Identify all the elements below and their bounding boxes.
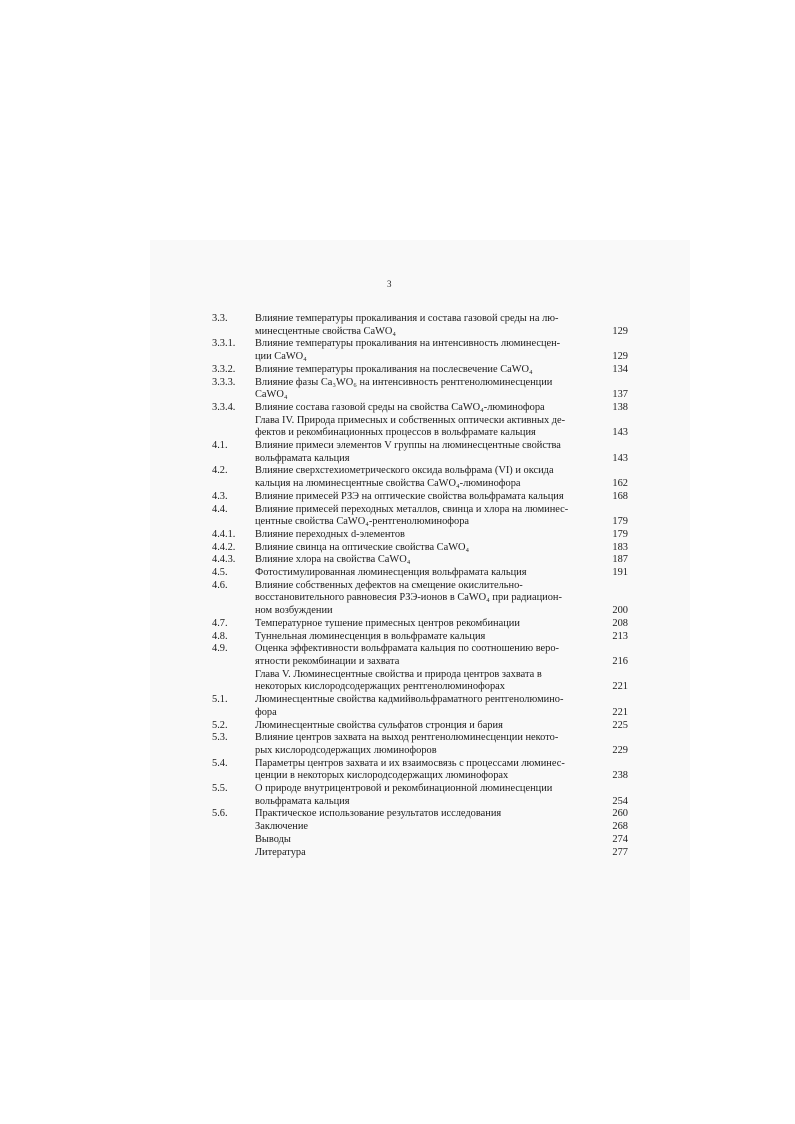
toc-entry-page: 260: [612, 808, 628, 820]
toc-entry-page: 254: [612, 795, 628, 807]
toc-entry-title: [255, 402, 602, 415]
toc-entry-title-line: некоторых кислородсодержащих рентгенолюминофорах: [255, 681, 505, 693]
toc-entry-title-line: Влияние температуры прокаливания и состава газовой среды на лю-: [255, 313, 559, 324]
toc-entry-title-line: ятности рекомбинации и захвата: [255, 655, 400, 667]
toc-entry: [212, 567, 628, 580]
toc-entry-title: [255, 542, 602, 555]
toc-entry-page: 143: [612, 452, 628, 464]
toc-entry-title-line: О природе внутрицентровой и рекомбинационной люминесценции: [255, 783, 553, 795]
toc-entry: [212, 402, 628, 415]
toc-entry: [212, 364, 628, 377]
toc-entry-page: 191: [612, 567, 628, 579]
toc-entry-page: 229: [612, 744, 628, 756]
toc-entry-title-line: Параметры центров захвата и их взаимосвязь с процессами люминес-: [255, 757, 565, 769]
toc-entry-page: 208: [612, 617, 628, 629]
toc-entry-title-line: Глава V. Люминесцентные свойства и природа центров захвата в: [255, 668, 542, 680]
toc-entry: [212, 618, 628, 631]
toc-entry-page: 200: [612, 605, 628, 617]
toc-entry-title-line: Температурное тушение примесных центров рекомбинации: [255, 617, 520, 629]
toc-entry-number: 5.3.: [212, 732, 228, 744]
toc-entry: [212, 643, 628, 668]
toc-entry: [212, 415, 628, 440]
toc-entry-title: [255, 694, 602, 719]
toc-entry-title-line: вольфрамата кальция: [255, 795, 350, 807]
toc-entry-page: 225: [612, 719, 628, 731]
toc-entry: [212, 554, 628, 567]
toc-entry-page: 221: [612, 706, 628, 718]
toc-entry-page: 277: [612, 846, 628, 858]
toc-entry-page: 213: [612, 630, 628, 642]
toc-entry-title: [255, 631, 602, 644]
toc-entry-number: 3.3.1.: [212, 338, 236, 350]
toc-entry-title-line: Люминесцентные свойства сульфатов стронция и бария: [255, 719, 503, 731]
toc-entry-title: [255, 834, 602, 847]
toc-entry-number: 5.6.: [212, 808, 228, 820]
toc-entry-title: [255, 529, 602, 542]
toc-entry-page: 179: [612, 528, 628, 540]
toc-entry-number: 4.4.: [212, 503, 228, 515]
toc-entry-title-line: Оценка эффективности вольфрамата кальция по соотношению веро-: [255, 643, 560, 655]
toc-entry-title-line: Влияние центров захвата на выход рентгенолюминесценции некото-: [255, 732, 559, 744]
toc-entry-page: 268: [612, 821, 628, 833]
toc-entry-page: 274: [612, 833, 628, 845]
toc-entry-number: 4.4.3.: [212, 554, 236, 566]
toc-entry-title: [255, 720, 602, 733]
toc-entry-page: 238: [612, 770, 628, 782]
toc-entry: [212, 808, 628, 821]
toc-entry-number: 4.4.1.: [212, 528, 236, 540]
toc-entry-page: 216: [612, 655, 628, 667]
toc-entry-title: [255, 567, 602, 580]
toc-entry-title-line: Влияние состава газовой среды на свойства CaWO₄-люминофора: [255, 401, 545, 413]
toc-entry-title-line: Влияние хлора на свойства CaWO₄: [255, 554, 411, 566]
toc-entry-title-line: Влияние примесей переходных металлов, свинца и хлора на люминес-: [255, 503, 569, 515]
toc-entry-number: 5.2.: [212, 719, 228, 731]
toc-entry-title: [255, 783, 602, 808]
toc-entry-title-line: Влияние переходных d-элементов: [255, 528, 405, 540]
toc-entry: [212, 504, 628, 529]
toc-entry-title-line: Фотостимулированная люминесценция вольфрамата кальция: [255, 567, 527, 579]
toc-entry-number: 3.3.4.: [212, 401, 236, 413]
toc-entry-title-line: Влияние температуры прокаливания на послесвечение CaWO₄: [255, 363, 533, 375]
toc-entry-number: 4.9.: [212, 643, 228, 655]
toc-entry-page: 129: [612, 325, 628, 337]
toc-entry-title: [255, 313, 602, 338]
toc-entry-title: [255, 491, 602, 504]
toc-entry-title: [255, 821, 602, 834]
toc-entry: [212, 377, 628, 402]
toc-entry-title: [255, 377, 602, 402]
toc-entry-title-line: центные свойства CaWO₄-рентгенолюминофора: [255, 516, 469, 528]
toc-entry-title: [255, 580, 602, 618]
toc-entry-number: 4.2.: [212, 465, 228, 477]
toc-entry-number: 4.6.: [212, 579, 228, 591]
toc-entry-title: [255, 669, 602, 694]
toc-entry: [212, 465, 628, 490]
toc-entry: [212, 732, 628, 757]
toc-entry-title-line: рых кислородсодержащих люминофоров: [255, 744, 437, 756]
toc-entry-page: 183: [612, 541, 628, 553]
page-number: 3: [387, 279, 392, 289]
toc-entry-title-line: CaWO₄: [255, 389, 288, 401]
toc-entry-title-line: Практическое использование результатов исследования: [255, 808, 502, 820]
toc-entry-title-line: вольфрамата кальция: [255, 452, 350, 464]
toc-entry-title: [255, 504, 602, 529]
toc-entry-title: [255, 847, 602, 860]
toc-entry-title-line: Литература: [255, 846, 306, 858]
toc-entry-page: 168: [612, 490, 628, 502]
toc-entry-title-line: минесцентные свойства CaWO₄: [255, 325, 397, 337]
toc-entry: [212, 821, 628, 834]
toc-entry-title: [255, 758, 602, 783]
toc-entry: [212, 847, 628, 860]
toc-entry: [212, 694, 628, 719]
toc-entry-title-line: Заключение: [255, 821, 308, 833]
toc-entry-number: 3.3.: [212, 313, 228, 324]
toc-entry-title: [255, 415, 602, 440]
toc-entry: [212, 440, 628, 465]
toc-entry-title-line: Выводы: [255, 833, 291, 845]
toc-entry-title-line: Влияние примесей РЗЭ на оптические свойства вольфрамата кальция: [255, 490, 564, 502]
toc-entry-title: [255, 465, 602, 490]
toc-entry-title: [255, 618, 602, 631]
toc-entry-title: [255, 732, 602, 757]
toc-entry: [212, 580, 628, 618]
toc-entry-title-line: кальция на люминесцентные свойства CaWO₄-люминофора: [255, 478, 521, 490]
toc-entry-page: 162: [612, 478, 628, 490]
toc-entry: [212, 758, 628, 783]
toc-entry: [212, 720, 628, 733]
toc-entry-title-line: ном возбуждении: [255, 605, 333, 617]
toc-entry-title-line: Влияние температуры прокаливания на интенсивность люминесцен-: [255, 338, 561, 350]
toc-entry-title-line: Влияние сверхстехиометрического оксида вольфрама (VI) и оксида: [255, 465, 554, 477]
toc-entry-page: 137: [612, 389, 628, 401]
toc-entry: [212, 834, 628, 847]
toc-entry-title-line: ценции в некоторых кислородсодержащих люминофорах: [255, 770, 509, 782]
toc-entry-title: [255, 643, 602, 668]
toc-entry-page: 134: [612, 363, 628, 375]
toc-entry-page: 138: [612, 401, 628, 413]
toc-entry-number: 4.7.: [212, 617, 228, 629]
toc-entry-number: 4.4.2.: [212, 541, 236, 553]
toc-entry: [212, 783, 628, 808]
toc-entry-title-line: Влияние примеси элементов V группы на люминесцентные свойства: [255, 440, 561, 452]
toc-entry-page: 187: [612, 554, 628, 566]
toc-entry: [212, 313, 628, 338]
toc-entry-page: 179: [612, 516, 628, 528]
toc-entry-page: 221: [612, 681, 628, 693]
toc-entry-title: [255, 364, 602, 377]
toc-entry: [212, 631, 628, 644]
toc-entry-number: 4.5.: [212, 567, 228, 579]
toc-entry-number: 4.1.: [212, 440, 228, 452]
toc-entry-number: 3.3.2.: [212, 363, 236, 375]
table-of-contents: [212, 313, 628, 859]
toc-entry-title: [255, 554, 602, 567]
toc-entry: [212, 669, 628, 694]
toc-entry: [212, 338, 628, 363]
toc-entry-number: 5.5.: [212, 783, 228, 795]
toc-entry-number: 4.3.: [212, 490, 228, 502]
toc-entry-number: 4.8.: [212, 630, 228, 642]
toc-entry-title-line: фектов и рекомбинационных процессов в вольфрамате кальция: [255, 427, 536, 439]
toc-entry-title-line: Глава IV. Природа примесных и собственных оптически активных де-: [255, 414, 566, 426]
toc-entry-title-line: Туннельная люминесценция в вольфрамате кальция: [255, 630, 486, 642]
toc-entry-title-line: Влияние фазы Ca₃WO₆ на интенсивность рентгенолюминесценции: [255, 376, 553, 388]
toc-entry-title: [255, 808, 602, 821]
toc-entry-number: 5.4.: [212, 757, 228, 769]
toc-entry-title-line: Люминесцентные свойства кадмийвольфраматного рентгенолюмино-: [255, 694, 564, 706]
toc-entry: [212, 542, 628, 555]
toc-entry-title: [255, 338, 602, 363]
toc-entry-page: 143: [612, 427, 628, 439]
toc-entry-number: 5.1.: [212, 694, 228, 706]
toc-entry-title-line: Влияние собственных дефектов на смещение окислительно-: [255, 579, 523, 591]
toc-entry-title: [255, 440, 602, 465]
toc-entry-title-line: фора: [255, 706, 277, 718]
toc-entry: [212, 491, 628, 504]
toc-entry-number: 3.3.3.: [212, 376, 236, 388]
toc-entry-title-line: Влияние свинца на оптические свойства CaWO₄: [255, 541, 470, 553]
toc-entry-page: 129: [612, 351, 628, 363]
toc-entry-title-line: восстановительного равновесия РЗЭ-ионов в CaWO₄ при радиацион-: [255, 592, 562, 604]
toc-entry-title-line: ции CaWO₄: [255, 351, 307, 363]
toc-entry: [212, 529, 628, 542]
